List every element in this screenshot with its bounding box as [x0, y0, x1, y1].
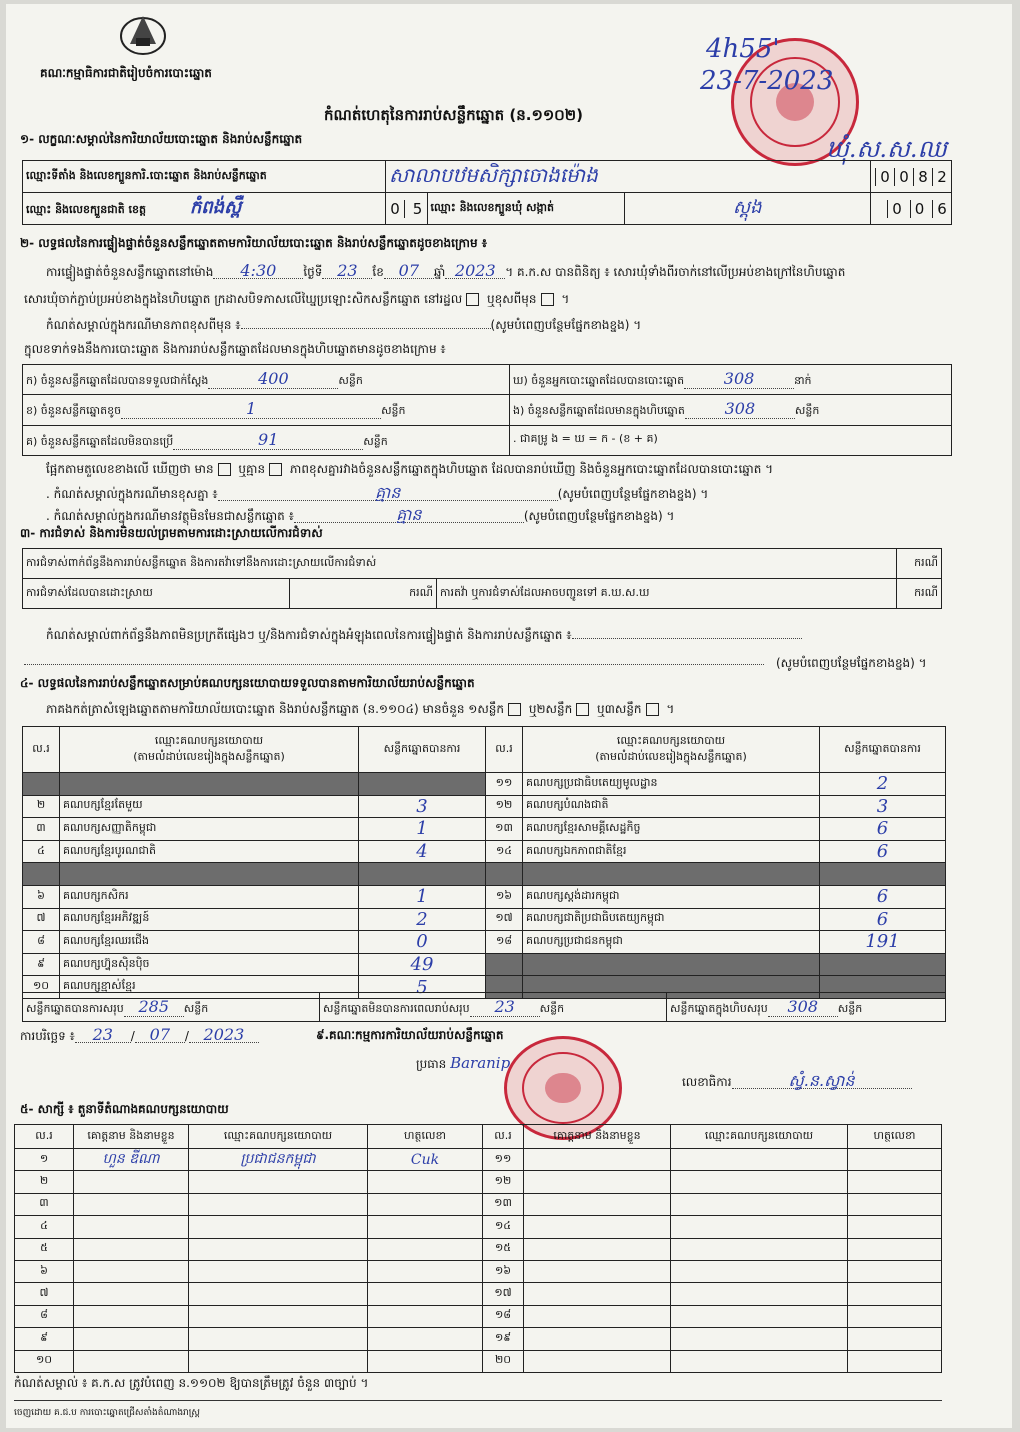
result-votes: 0	[359, 931, 486, 954]
has-discrepancy-checkbox[interactable]	[218, 463, 231, 476]
witness-party	[671, 1328, 848, 1350]
ballots-in-box-value: 308	[685, 399, 795, 419]
result-votes: 3	[359, 795, 486, 818]
witness-name	[524, 1260, 671, 1282]
referred-unit: ករណី	[896, 579, 941, 609]
totals-table	[22, 992, 946, 1022]
sign-day: 23	[75, 1028, 131, 1043]
discrepancy-line: ផ្អែកតាមតួលេខខាងលើ ឃើញថា មាន ឬគ្មាន ភាពខុសគ្នារវាងចំនួនសន្លឹកឆ្នោតក្នុងហិបឆ្នោត ដែលបានរាប់ឃើញ និងចំនួនអ្នកបោះឆ្នោតដែលបានបោះឆ្នោត ។	[46, 462, 774, 476]
witness-row	[15, 1171, 942, 1193]
result-party: គណបក្សជាតិប្រជាធិបតេយ្យកម្ពុជា	[523, 908, 820, 931]
witness-row	[15, 1216, 942, 1238]
witness-signature	[848, 1216, 942, 1238]
result-votes: 6	[820, 908, 946, 931]
results-row	[23, 818, 946, 841]
sign-year: 2023	[189, 1028, 259, 1043]
witness-name	[74, 1238, 189, 1260]
total-valid-value: 285	[124, 997, 184, 1017]
witness-name	[524, 1216, 671, 1238]
result-votes	[820, 953, 946, 976]
footer-note: កំណត់សម្គាល់ ៖ គ.ក.ស ត្រូវបំពេញ ន.១១០២ ឱ្យបានត្រឹមត្រូវ ចំនួន ៣ច្បាប់ ។	[14, 1376, 369, 1390]
witness-no: ២	[15, 1171, 74, 1193]
result-party: គណបក្សខ្មែរបូរណជាតិ	[60, 840, 359, 863]
figure-row-e: ង) ចំនួនសន្លឹកឆ្នោតដែលមានក្នុងហិបឆ្នោត 308 សន្លឹក	[510, 395, 952, 425]
witness-signature	[848, 1238, 942, 1260]
witness-col-sig-2: ហត្ថលេខា	[848, 1125, 942, 1149]
province-value: កំពង់ស្ពឺ	[189, 197, 242, 218]
witness-name	[74, 1283, 189, 1305]
committee-label: ៩.គណៈកម្មការការិយាល័យរាប់សន្លឹកឆ្នោត	[316, 1028, 504, 1042]
witness-no: ១	[15, 1149, 74, 1171]
province-row: ឈ្មោះ និងលេខក្បួនជាតិ ខេត្ត កំពង់ស្ពឺ	[23, 193, 386, 225]
figure-row-a: ក) ចំនួនសន្លឹកឆ្នោតដែលបានទទួលជាក់ស្តែង 400 សន្លឹក	[23, 365, 510, 395]
result-party: គណបក្សខ្មាស់ខ្មែរ	[60, 976, 359, 999]
result-votes: 3	[820, 795, 946, 818]
irregularity-suffix: (សូមបំពេញបន្ថែមផ្នែកខាងខ្នង) ។	[776, 656, 927, 670]
section5-heading: ៥- សាក្សី ៖ តួនាទីតំណាងគណបក្សនយោបាយ	[20, 1102, 229, 1116]
witness-col-party-2: ឈ្មោះគណបក្សនយោបាយ	[671, 1125, 848, 1149]
witness-name	[74, 1193, 189, 1215]
result-party: គណបក្សខ្មែរតែមួយ	[60, 795, 359, 818]
witness-no: ១៥	[483, 1238, 524, 1260]
witness-name	[524, 1238, 671, 1260]
results-col-party-2: ឈ្មោះគណបក្សនយោបាយ (តាមលំដាប់លេខរៀងក្នុងសន្លឹកឆ្នោត)	[523, 727, 820, 773]
witness-name	[524, 1328, 671, 1350]
witness-no: ១៤	[483, 1216, 524, 1238]
result-party	[523, 863, 820, 886]
witness-no: ១១	[483, 1149, 524, 1171]
result-votes: 49	[359, 953, 486, 976]
witness-signature	[848, 1328, 942, 1350]
witness-no: ១៣	[483, 1193, 524, 1215]
different-checkbox[interactable]	[541, 293, 554, 306]
complaints-row1-label: ការជំទាស់ពាក់ព័ន្ធនឹងការរាប់សន្លឹកឆ្នោត និងការតវ៉ាទៅនឹងការដោះស្រាយលើការជំទាស់	[23, 549, 897, 579]
witness-no: ១៨	[483, 1305, 524, 1327]
witness-party	[189, 1350, 368, 1372]
witness-no: ១០	[15, 1350, 74, 1372]
resolved-label: ការជំទាស់ដែលបានដោះស្រាយ	[23, 579, 290, 609]
witness-row	[15, 1193, 942, 1215]
total-box: សន្លឹកឆ្នោតក្នុងហិបសរុប 308 សន្លឹក	[667, 993, 946, 1022]
witness-party	[671, 1149, 848, 1171]
witness-col-sig: ហត្ថលេខា	[368, 1125, 483, 1149]
witness-row	[15, 1260, 942, 1282]
results-row	[23, 773, 946, 796]
figure-row-c: គ) ចំនួនសន្លឹកឆ្នោតដែលមិនបានប្រើ 91 សន្លឹក	[23, 425, 510, 455]
form-title: កំណត់ហេតុនៃការរាប់សន្លឹកឆ្នោត (ន.១១០២)	[324, 106, 584, 124]
result-no: ១៨	[486, 931, 523, 954]
result-no: ៤	[23, 840, 60, 863]
witness-party	[671, 1350, 848, 1372]
total-valid: សន្លឹកឆ្នោតបានការសរុប 285 សន្លឹក	[23, 993, 320, 1022]
org-line: គណៈកម្មាធិការជាតិរៀបចំការបោះឆ្នោត	[40, 66, 212, 80]
results-row	[23, 840, 946, 863]
results-row	[23, 908, 946, 931]
witness-name	[524, 1171, 671, 1193]
result-no: ១២	[486, 795, 523, 818]
result-no	[486, 953, 523, 976]
discrepancy-note-value: គ្មាន	[218, 486, 558, 501]
results-col-no-2: ល.រ	[486, 727, 523, 773]
site-value: សាលាបឋមសិក្សាចោងម៉ោង	[386, 161, 871, 193]
handwritten-note: ឃុំ.ស.ស.ឈ	[826, 135, 947, 163]
result-no: ១១	[486, 773, 523, 796]
section2-heading: ២- លទ្ធផលនៃការផ្ទៀងផ្ទាត់ចំនួនសន្លឹកឆ្នោតតាមការិយាល័យបោះឆ្នោត និងរាប់សន្លឹកឆ្នោតដូចខាងក្រោម ៖	[20, 236, 488, 250]
witness-signature	[848, 1171, 942, 1193]
unused-value: 91	[173, 430, 363, 450]
section4-heading: ៤- លទ្ធផលនៃការរាប់សន្លឹកឆ្នោតសម្រាប់គណបក្សនយោបាយទទួលបានតាមការិយាល័យរាប់សន្លឹកឆ្នោត	[20, 676, 475, 690]
witness-party	[671, 1193, 848, 1215]
witness-name	[74, 1305, 189, 1327]
witness-signature	[848, 1305, 942, 1327]
handwritten-time: 4h55'	[706, 34, 780, 64]
witness-no: ៣	[15, 1193, 74, 1215]
witness-name	[524, 1305, 671, 1327]
witness-row	[15, 1328, 942, 1350]
witness-party: ប្រជាជនកម្ពុជា	[189, 1149, 368, 1171]
witness-party	[189, 1283, 368, 1305]
result-party	[60, 773, 359, 796]
time-value: 4:30	[213, 264, 303, 279]
result-party: គណបក្សខ្មែរឈរជើង	[60, 931, 359, 954]
witness-name	[74, 1350, 189, 1372]
result-party	[60, 863, 359, 886]
chair-line: ប្រធាន Baranip	[416, 1054, 511, 1072]
witness-name	[524, 1350, 671, 1372]
voters-value: 308	[684, 369, 794, 389]
witness-name	[524, 1283, 671, 1305]
spoiled-value: 1	[121, 399, 381, 419]
witness-party	[189, 1305, 368, 1327]
result-votes: 2	[359, 908, 486, 931]
one-sheet-checkbox[interactable]	[508, 703, 521, 716]
complaints-table	[22, 548, 942, 609]
discrepancy-note: . កំណត់សម្គាល់ក្នុងករណីមានខុសគ្នា ៖ គ្មាន (សូមបំពេញបន្ថែមផ្នែកខាងខ្នង) ។	[46, 483, 709, 502]
result-votes: 1	[359, 885, 486, 908]
result-party: គណបក្សខ្មែរសាមគ្គីសេដ្ឋកិច្ច	[523, 818, 820, 841]
witness-table	[14, 1124, 942, 1373]
same-checkbox[interactable]	[466, 293, 479, 306]
total-invalid: សន្លឹកឆ្នោតមិនបានការពេលរាប់សរុប 23 សន្លឹក	[320, 993, 667, 1022]
witness-signature	[368, 1260, 483, 1282]
witness-row	[15, 1238, 942, 1260]
witness-name	[524, 1149, 671, 1171]
results-row	[23, 885, 946, 908]
witness-name	[74, 1171, 189, 1193]
result-party: គណបក្សស្ដង់ដារកម្ពុជា	[523, 885, 820, 908]
three-sheet-checkbox[interactable]	[646, 703, 659, 716]
result-party: គណបក្សកសិករ	[60, 885, 359, 908]
witness-party	[189, 1216, 368, 1238]
witness-party	[671, 1305, 848, 1327]
witness-no: ៨	[15, 1305, 74, 1327]
year-value: 2023	[445, 264, 505, 279]
witness-signature	[368, 1171, 483, 1193]
witness-no: ១៧	[483, 1283, 524, 1305]
result-party: គណបក្សខ្មែរអភិវឌ្ឍន៍	[60, 908, 359, 931]
result-votes: 1	[359, 818, 486, 841]
witness-col-no-2: ល.រ	[483, 1125, 524, 1149]
result-no: ១០	[23, 976, 60, 999]
witness-name	[524, 1193, 671, 1215]
month-value: 07	[384, 264, 434, 279]
result-no: ១៤	[486, 840, 523, 863]
result-party	[523, 953, 820, 976]
witness-party	[189, 1328, 368, 1350]
witness-no: ៩	[15, 1328, 74, 1350]
results-row	[23, 931, 946, 954]
two-sheet-checkbox[interactable]	[576, 703, 589, 716]
witness-col-name: គោត្តនាម និងនាមខ្លួន	[74, 1125, 189, 1149]
witness-signature	[368, 1216, 483, 1238]
complaints-row1-unit: ករណី	[896, 549, 941, 579]
witness-signature	[848, 1283, 942, 1305]
result-votes	[359, 773, 486, 796]
witness-party	[671, 1216, 848, 1238]
witness-no: ១៦	[483, 1260, 524, 1282]
result-votes: 5	[359, 976, 486, 999]
secretary-line: លេខាធិការ ស្វំ.ន.ស្វាន់	[682, 1074, 912, 1089]
result-votes: 6	[820, 840, 946, 863]
total-invalid-value: 23	[470, 997, 540, 1017]
commune-label: ឈ្មោះ និងលេខក្បួនឃុំ សង្កាត់	[427, 193, 624, 225]
witness-name	[74, 1216, 189, 1238]
results-col-votes: សន្លឹកឆ្នោតបានការ	[359, 727, 486, 773]
tally-sheet-line: ភាគងកត់ត្រាសំឡេងឆ្នោតតាមការិយាល័យបោះឆ្នោត និងរាប់សន្លឹកឆ្នោត (ន.១១០៤) មានចំនួន ១សន្លឹក ឬ២សន្លឹក ឬ៣សន្លឹក ។	[46, 702, 675, 716]
witness-row	[15, 1350, 942, 1372]
witness-signature	[848, 1149, 942, 1171]
section3-heading: ៣- ការជំទាស់ និងការមិនយល់ព្រមតាមការដោះស្រាយលើការជំទាស់	[20, 526, 323, 540]
witness-no: ៤	[15, 1216, 74, 1238]
verification-line: ការផ្ទៀងផ្ទាត់ចំនួនសន្លឹកឆ្នោតនៅម៉ោង 4:30 ថ្ងៃទី 23 ខែ 07 ឆ្នាំ 2023 ។ គ.ក.ស បានពិនិត្យ ៖ សោរឃុំទាំងពីរចាក់នៅលើប្រអប់ខាងក្រៅនៃហិបឆ្នោត	[46, 261, 846, 280]
witness-name	[74, 1260, 189, 1282]
section1-heading: ១- លក្ខណៈសម្គាល់នៃការិយាល័យបោះឆ្នោត និងរាប់សន្លឹកឆ្នោត	[20, 132, 303, 146]
national-emblem-icon	[116, 8, 170, 56]
foreign-object-value: គ្មាន	[294, 508, 524, 523]
results-row	[23, 953, 946, 976]
figure-row-b: ខ) ចំនួនសន្លឹកឆ្នោតខូច 1 សន្លឹក	[23, 395, 510, 425]
figures-table	[22, 364, 952, 456]
results-col-party: ឈ្មោះគណបក្សនយោបាយ (តាមលំដាប់លេខរៀងក្នុងសន្លឹកឆ្នោត)	[60, 727, 359, 773]
result-party: គណបក្សហ្វ៊ុនស៊ិនប៉ិច	[60, 953, 359, 976]
witness-party	[189, 1171, 368, 1193]
witness-signature	[848, 1193, 942, 1215]
result-votes	[820, 863, 946, 886]
witness-name	[74, 1328, 189, 1350]
result-no: ៧	[23, 908, 60, 931]
witness-no: ១៩	[483, 1328, 524, 1350]
chair-signature: Baranip	[450, 1054, 511, 1072]
witness-signature	[848, 1260, 942, 1282]
seal-line: សោរឃុំចាក់ភ្ជាប់ប្រអប់ខាងក្នុងនៃហិបឆ្នោត ក្រដាសបិទភាសលើឃ្នៃប្រឡោះសិកសន្លឹកឆ្នោត នៅរដ្ឋល ឬខុសពីមុន ។	[24, 292, 570, 306]
witness-party	[671, 1260, 848, 1282]
result-party: គណបក្សប្រជាជនកម្ពុជា	[523, 931, 820, 954]
witness-col-no: ល.រ	[15, 1125, 74, 1149]
figure-row-d: ឃ) ចំនួនអ្នកបោះឆ្នោតដែលបានបោះឆ្នោត 308 នាក់	[510, 365, 952, 395]
result-votes: 4	[359, 840, 486, 863]
witness-no: ២០	[483, 1350, 524, 1372]
handwritten-date: 23-7-2023	[700, 66, 834, 96]
result-votes: 6	[820, 885, 946, 908]
result-no: ១៧	[486, 908, 523, 931]
date-line: ការបរិច្ឆេទ ៖ 23 / 07 / 2023	[20, 1028, 259, 1043]
footer-print: ចេញដោយ គ.ជ.ប ការបោះឆ្នោតជ្រើសតាំងតំណាងរាស្ត្រ	[14, 1408, 200, 1418]
result-no: ៣	[23, 818, 60, 841]
witness-signature: Cuk	[368, 1149, 483, 1171]
referred-label: ការតវ៉ា ឬការជំទាស់ដែលអាចបញ្ជូនទៅ គ.ឃ.ស.ឃ	[437, 579, 897, 609]
witness-no: ៥	[15, 1238, 74, 1260]
witness-signature	[368, 1283, 483, 1305]
sign-month: 07	[135, 1028, 185, 1043]
results-table	[22, 726, 946, 999]
total-box-value: 308	[768, 997, 838, 1017]
result-no: ៨	[23, 931, 60, 954]
witness-col-party: ឈ្មោះគណបក្សនយោបាយ	[189, 1125, 368, 1149]
witness-signature	[848, 1350, 942, 1372]
witness-signature	[368, 1305, 483, 1327]
day-value: 23	[322, 264, 372, 279]
result-no: ៦	[23, 885, 60, 908]
result-no: ២	[23, 795, 60, 818]
witness-name: ហួន ឌីណា	[74, 1149, 189, 1171]
result-party: គណបក្សឯកភាពជាតិខ្មែរ	[523, 840, 820, 863]
irregularity-note: កំណត់សម្គាល់ពាក់ព័ន្ធនឹងភាពមិនប្រក្រតីផ្សេងៗ ឬ/និងការជំទាស់ក្នុងអំឡុងពេលនៃការផ្ទៀងផ្ទាត់ និងការរាប់សន្លឹកឆ្នោត ៖	[46, 628, 802, 642]
witness-signature	[368, 1193, 483, 1215]
result-no	[23, 863, 60, 886]
result-party: គណបក្សបំណងជាតិ	[523, 795, 820, 818]
witness-no: ៦	[15, 1260, 74, 1282]
site-label: ឈ្មោះទីតាំង និងលេខក្បួនការិ.បោះឆ្នោត និងរាប់សន្លឹកឆ្នោត	[23, 161, 386, 193]
results-row	[23, 863, 946, 886]
secretary-signature: ស្វំ.ន.ស្វាន់	[732, 1074, 912, 1089]
resolved-unit: ករណី	[290, 579, 437, 609]
witness-signature	[368, 1350, 483, 1372]
witness-row	[15, 1283, 942, 1305]
result-no	[486, 863, 523, 886]
result-no: ១៣	[486, 818, 523, 841]
result-votes	[359, 863, 486, 886]
witness-party	[189, 1260, 368, 1282]
witness-row	[15, 1305, 942, 1327]
witness-party	[671, 1238, 848, 1260]
figures-intro: ក្នុលខទាក់ទងនឹងការបោះឆ្នោត និងការរាប់សន្លឹកឆ្នោតដែលមានក្នុងហិបឆ្នោតមានដូចខាងក្រោម ៖	[24, 342, 446, 356]
witness-party	[189, 1238, 368, 1260]
section1-table	[22, 160, 952, 225]
received-value: 400	[208, 369, 338, 389]
no-discrepancy-checkbox[interactable]	[269, 463, 282, 476]
witness-col-name-2: គោត្តនាម និងនាមខ្លួន	[524, 1125, 671, 1149]
result-party: គណបក្សសញ្ញាតិកម្ពុជា	[60, 818, 359, 841]
witness-signature	[368, 1328, 483, 1350]
commune-value: ស្តុង	[624, 193, 871, 225]
witness-party	[671, 1171, 848, 1193]
results-row	[23, 795, 946, 818]
witness-no: ១២	[483, 1171, 524, 1193]
formula-row: . ជាគម្រូ ង = ឃ = ក - (ខ + គ)	[510, 425, 952, 455]
results-col-no: ល.រ	[23, 727, 60, 773]
result-party: គណបក្សប្រជាធិបតេយ្យមូលដ្ឋាន	[523, 773, 820, 796]
foreign-object-note: . កំណត់សម្គាល់ក្នុងករណីមានវត្ថុមិនមែនជាសន្លឹកឆ្នោត ៖ គ្មាន (សូមបំពេញបន្ថែមផ្នែកខាងខ្នង) ។	[46, 505, 675, 524]
result-votes: 6	[820, 818, 946, 841]
result-no: ១៦	[486, 885, 523, 908]
witness-party	[189, 1193, 368, 1215]
witness-row	[15, 1149, 942, 1171]
difference-note-line: កំណត់សម្គាល់ក្នុងករណីមានភាពខុសពីមុន ៖ (សូមបំពេញបន្ថែមផ្នែកខាងខ្នង) ។	[46, 318, 642, 332]
witness-signature	[368, 1238, 483, 1260]
witness-party	[671, 1283, 848, 1305]
site-code: 0 0 8 2	[871, 161, 952, 193]
commune-code: 0 0 6	[871, 193, 952, 225]
result-no: ៩	[23, 953, 60, 976]
witness-no: ៧	[15, 1283, 74, 1305]
results-col-votes-2: សន្លឹកឆ្នោតបានការ	[820, 727, 946, 773]
form-page	[6, 4, 1012, 1428]
result-no	[23, 773, 60, 796]
result-votes: 191	[820, 931, 946, 954]
province-code: 0 5	[386, 193, 428, 225]
result-votes: 2	[820, 773, 946, 796]
